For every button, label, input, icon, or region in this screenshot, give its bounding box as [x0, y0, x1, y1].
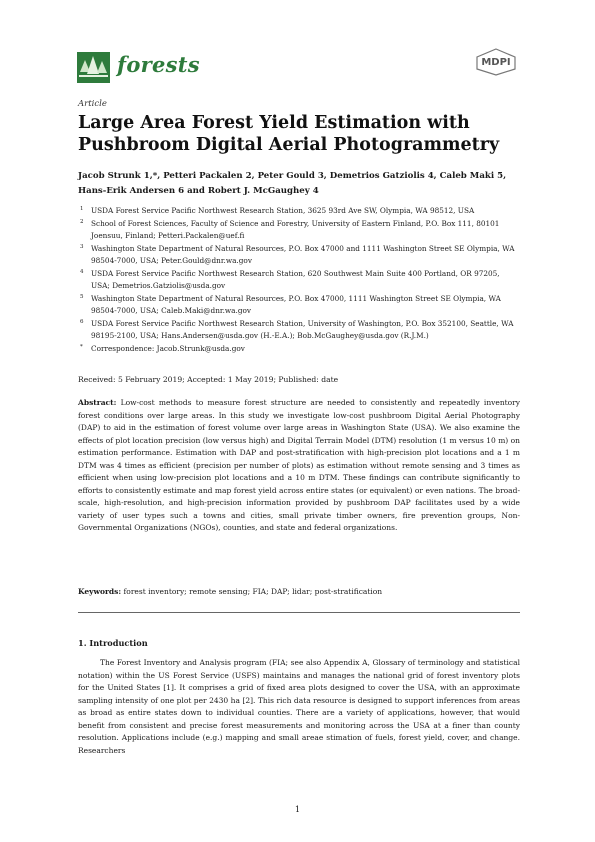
affiliation-list: [78, 205, 518, 355]
paper-title: Large Area Forest Yield Estimation with Pushbroom Digital Aerial Photogrammetry: [78, 113, 500, 155]
affiliation-text: Washington State Department of Natural Resources, P.O. Box 47000 and 1111 Washington Street SE Olympia, WA 98504-7000, USA; Peter.Gould@dnr.wa.gov: [91, 243, 515, 265]
affiliation-item: [78, 268, 518, 293]
keywords-label: Keywords:: [78, 587, 122, 596]
affiliation-text: USDA Forest Service Pacific Northwest Research Station, University of Washington, P.O. Box 352100, Seattle, WA 98195-2100, USA; Hans.Andersen@usda.gov (H.-E.A.); Bob.McGaughey@usda.gov (R.J.M.): [91, 318, 514, 340]
affiliation-item: [78, 318, 518, 343]
affiliation-item: [78, 243, 518, 268]
affiliation-number: 6: [80, 318, 84, 325]
article-type: Article: [78, 99, 107, 109]
correspondence-mark: *: [80, 343, 83, 350]
affiliation-text: Washington State Department of Natural Resources, P.O. Box 47000, 1111 Washington Street SE Olympia, WA 98504-7000, USA; Caleb.Maki@dnr.wa.gov: [91, 293, 501, 315]
section-divider: [78, 612, 520, 613]
publisher-logo[interactable]: [474, 48, 518, 76]
keywords-text: forest inventory; remote sensing; FIA; DAP; lidar; post-stratification: [123, 587, 383, 596]
introduction-paragraph: The Forest Inventory and Analysis program (FIA; see also Appendix A, Glossary of terminology and statistical notation) within the US Forest Service (USFS) maintains and manages the national grid of forest inventory plots for the United States [1]. It comprises a grid of fixed area plots designed to cover the USA, with an approximate sampling intensity of one plot per 2430 ha [2]. This rich data resource is designed to support inferences from areas as broad as entire states down to individual counties. There are a variety of applications, however, that would benefit from consistent and precise forest measurements and monitoring across the USA at a finer than county resolution. Applications include (e.g.) mapping and small areae stimation of fuels, forest yield, cover, and change. Researchers: [78, 658, 520, 755]
affiliation-text: School of Forest Sciences, Faculty of Science and Forestry, University of Eastern Finland, P.O. Box 111, 80101 Joensuu, Finland; Petteri.Packalen@uef.fi: [91, 218, 500, 240]
affiliation-text: USDA Forest Service Pacific Northwest Research Station, 3625 93rd Ave SW, Olympia, WA 98512, USA: [91, 206, 475, 215]
affiliation-number: 1: [80, 206, 84, 212]
author-list: Jacob Strunk 1,*, Petteri Packalen 2, Peter Gould 3, Demetrios Gatziolis 4, Caleb Maki 5, Hans-Erik Andersen 6 and Robert J. McGaughey 4: [78, 171, 507, 196]
abstract-text: Low-cost methods to measure forest structure are needed to consistently and repeatedly inventory forest conditions over large areas. In this study we investigate low-cost pushbroom Digital Aerial Photography (DAP) to aid in the estimation of forest volume over large areas in Washington State (USA). We also examine the effects of plot location precision (low versus high) and Digital Terrain Model (DTM) resolution (1 m versus 10 m) on estimation performance. Estimation with DAP and post-stratification with high-precision plot locations and a 1 m DTM was 4 times as efficient (precision per number of plots) as estimation without remote sensing and 3 times as efficient when using low-precision plot locations and a 10 m DTM. These findings can contribute significantly to efforts to consistently estimate and map forest yield across entire states (or equivalent) or even nations. The broad-scale, high-resolution, and high-precision information provided by pushbroom DAP facilitates used by a wide variety of user types such a towns and cities, small private timber owners, fire prevention groups, Non-Governmental Organizations (NGOs), counties, and state and federal organizations.: [78, 398, 521, 532]
abstract-label: Abstract:: [78, 398, 117, 407]
affiliation-item: [78, 205, 518, 218]
keywords: [78, 586, 520, 598]
section-heading: 1. Introduction: [78, 638, 148, 648]
correspondence-item: [78, 343, 518, 356]
journal-name: forests: [117, 52, 200, 77]
publisher-name: MDPI: [481, 57, 511, 68]
affiliation-number: 3: [80, 243, 84, 250]
affiliation-number: 4: [80, 268, 84, 275]
forests-logo-icon: [77, 52, 110, 83]
correspondence-text: Correspondence: Jacob.Strunk@usda.gov: [91, 343, 245, 353]
affiliation-number: 5: [80, 293, 84, 300]
journal-logo[interactable]: [77, 49, 237, 87]
affiliation-item: [78, 218, 518, 243]
publication-dates: Received: 5 February 2019; Accepted: 1 May 2019; Published: date: [78, 375, 339, 384]
abstract: [78, 397, 520, 535]
affiliation-number: 2: [80, 218, 84, 225]
page-number: 1: [294, 804, 301, 814]
affiliation-text: USDA Forest Service Pacific Northwest Research Station, 620 Southwest Main Suite 400 Portland, OR 97205, USA; Demetrios.Gatziolis@usda.gov: [91, 268, 500, 290]
affiliation-item: [78, 293, 518, 318]
